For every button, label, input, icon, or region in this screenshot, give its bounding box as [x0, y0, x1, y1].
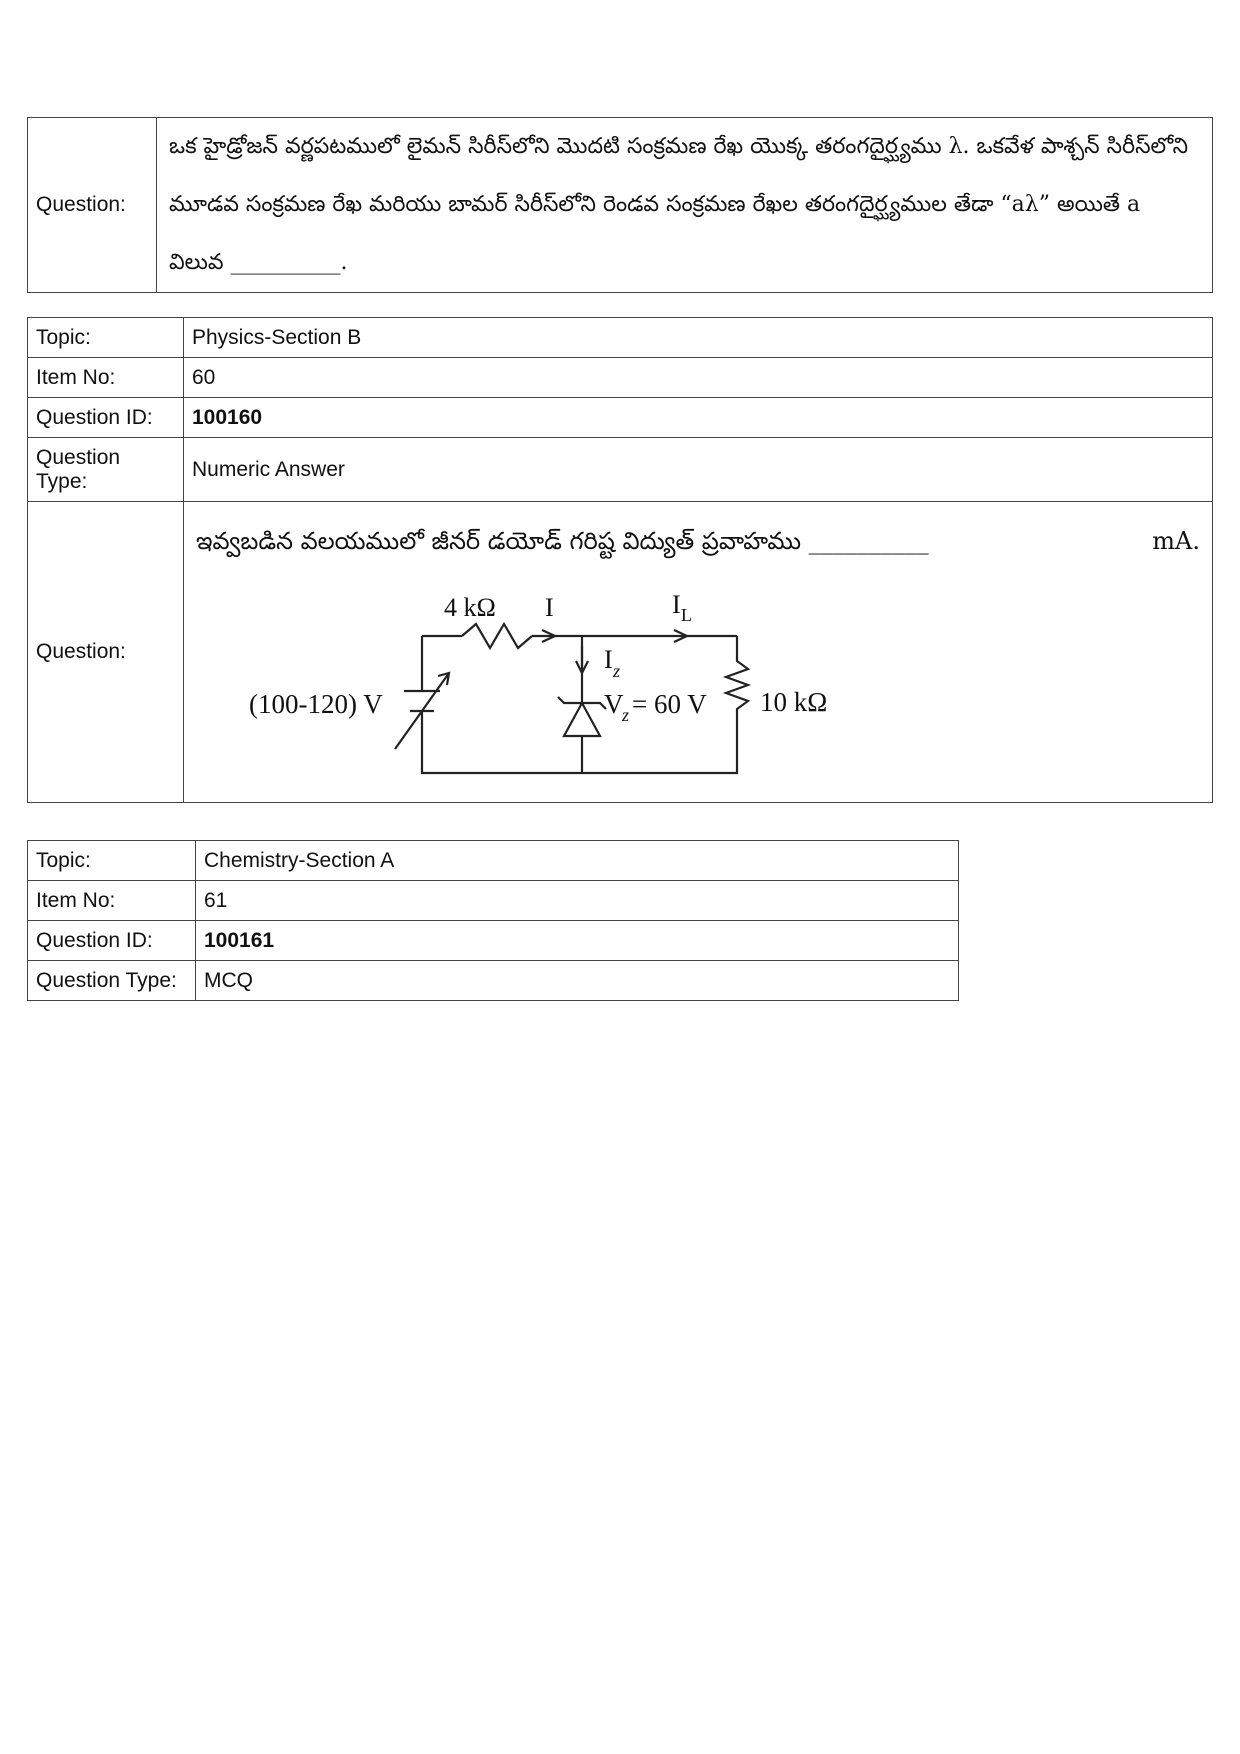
- current-i-label: I: [545, 593, 554, 622]
- zener-voltage-symbol: V: [604, 689, 624, 719]
- topic-label: Topic:: [28, 841, 196, 881]
- resistor-4k: [462, 624, 532, 648]
- question-block-3: [27, 840, 959, 1001]
- question-unit: mA.: [1152, 527, 1200, 555]
- load-resistor-label: 10 kΩ: [760, 687, 828, 717]
- question-label: Question:: [28, 118, 157, 293]
- topic-value: Chemistry-Section A: [196, 841, 959, 881]
- item-no-label: Item No:: [28, 358, 184, 398]
- question-id-value: 100161: [196, 921, 959, 961]
- question-type-value: MCQ: [196, 961, 959, 1001]
- question-type-value: Numeric Answer: [184, 438, 1213, 502]
- wire-bottom: [422, 711, 737, 773]
- zener-triangle: [564, 703, 600, 736]
- question-content: [184, 502, 1213, 803]
- item-no-value: 60: [184, 358, 1213, 398]
- current-il-label: I: [672, 590, 681, 619]
- question-label: Question:: [28, 502, 184, 803]
- item-no-label: Item No:: [28, 881, 196, 921]
- item-no-value: 61: [196, 881, 959, 921]
- topic-value: Physics-Section B: [184, 318, 1213, 358]
- question-block-2: [27, 317, 1213, 803]
- source-voltage-label: (100-120) V: [249, 689, 383, 719]
- current-iz-subscript: z: [613, 661, 621, 681]
- question-text: ఒక హైడ్రోజన్ వర్ణపటములో లైమన్ సిరీస్‌లోని మొదటి సంక్రమణ రేఖ యొక్క తరంగదైర్ఘ్యము λ. ఒకవేళ పాశ్చన్ సిరీస్‌లోని మూడవ సంక్రమణ రేఖ మరియు బామర్ సిరీస్‌లోని రెండవ సంక్రమణ రేఖల తరంగదైర్ఘ్యముల తేడా “aλ” అయితే a విలువ __________.: [157, 118, 1213, 293]
- current-il-subscript: L: [681, 605, 692, 625]
- zener-voltage-subscript: z: [622, 705, 630, 725]
- question-statement: ఇవ్వబడిన వలయములో జీనర్ డయోడ్ గరిష్ట విద్యుత్ ప్రవాహము __________: [196, 527, 929, 555]
- resistor-10k: [726, 636, 748, 721]
- question-id-value: 100160: [184, 398, 1213, 438]
- question-id-label: Question ID:: [28, 398, 184, 438]
- current-iz-label: I: [604, 645, 613, 674]
- question-text: [184, 513, 1212, 561]
- zener-circuit-diagram: [212, 561, 912, 791]
- question-id-label: Question ID:: [28, 921, 196, 961]
- topic-label: Topic:: [28, 318, 184, 358]
- question-type-label: Question Type:: [28, 961, 196, 1001]
- zener-voltage-value: = 60 V: [632, 689, 707, 719]
- resistor-4k-label: 4 kΩ: [444, 593, 496, 622]
- question-type-label: Question Type:: [28, 438, 184, 502]
- question-block-1: [27, 117, 1213, 293]
